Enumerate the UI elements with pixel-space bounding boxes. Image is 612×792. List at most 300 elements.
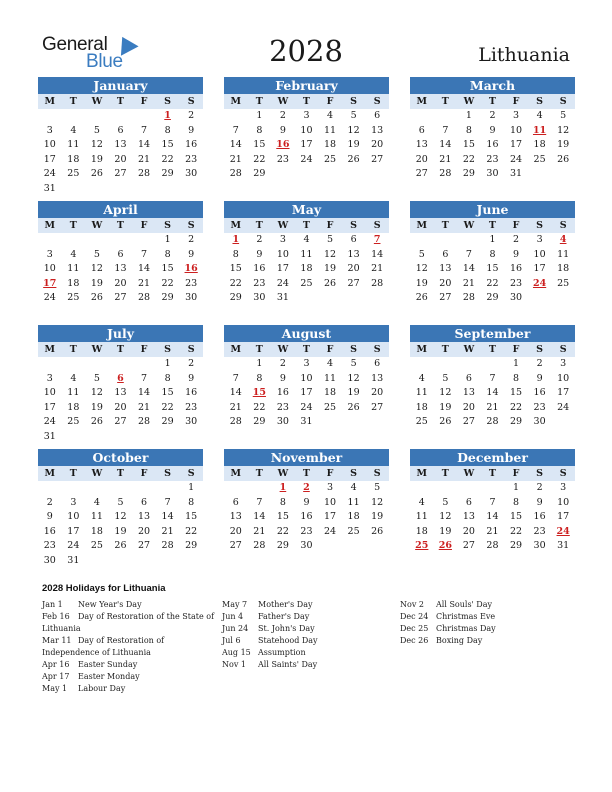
empty-day-cell xyxy=(295,167,319,182)
week-row xyxy=(410,262,575,277)
weekday-label: M xyxy=(230,96,242,107)
day-cell: 17 xyxy=(43,153,56,165)
day-cell: 20 xyxy=(462,401,475,413)
week-row xyxy=(38,539,203,554)
day-cell: 19 xyxy=(439,525,452,537)
empty-day-cell xyxy=(342,291,366,306)
weekday-label: S xyxy=(559,220,567,231)
weekday-label: W xyxy=(463,468,475,479)
empty-day-cell xyxy=(365,539,389,554)
day-cell: 3 xyxy=(46,248,53,260)
day-cell: 27 xyxy=(347,277,360,289)
day-cell: 13 xyxy=(347,248,360,260)
month-header: October xyxy=(38,449,203,466)
day-cell: 15 xyxy=(509,387,523,399)
day-cell: 8 xyxy=(164,372,171,384)
day-cell: 19 xyxy=(557,139,570,151)
empty-day-cell xyxy=(434,233,458,248)
weekday-label: S xyxy=(559,96,567,107)
empty-day-cell xyxy=(85,109,109,124)
day-cell: 24 xyxy=(276,277,289,289)
day-cell: 3 xyxy=(560,482,567,493)
weekday-header-row xyxy=(38,466,203,481)
day-cell: 12 xyxy=(90,387,103,399)
day-cell: 20 xyxy=(439,277,452,289)
day-cell: 12 xyxy=(439,387,452,399)
weekday-label: T xyxy=(441,220,449,231)
day-cell: 15 xyxy=(161,263,174,275)
day-cell: 30 xyxy=(185,416,198,428)
holiday-item xyxy=(222,599,392,611)
day-cell: 22 xyxy=(161,401,174,413)
day-cell: 29 xyxy=(486,292,499,304)
empty-day-cell xyxy=(62,233,86,248)
day-cell: 29 xyxy=(161,292,174,304)
week-row xyxy=(38,496,203,511)
day-cell: 22 xyxy=(253,153,266,165)
empty-day-cell xyxy=(295,291,319,306)
day-cell: 17 xyxy=(43,401,56,413)
day-cell: 22 xyxy=(253,401,266,413)
holiday-date: Feb 16 xyxy=(42,612,70,621)
empty-day-cell xyxy=(109,430,133,445)
day-cell: 7 xyxy=(232,124,239,136)
day-cell: 5 xyxy=(442,496,449,508)
holidays-title: 2028 Holidays for Lithuania xyxy=(42,583,166,594)
weekday-label: T xyxy=(69,220,77,231)
empty-day-cell xyxy=(410,233,434,248)
holiday-column xyxy=(222,599,392,671)
holiday-date: Jun 24 xyxy=(222,624,249,633)
empty-day-cell xyxy=(224,481,248,496)
empty-day-cell xyxy=(156,430,180,445)
day-cell: 11 xyxy=(323,372,337,384)
week-row xyxy=(410,233,575,248)
day-cell: 19 xyxy=(439,401,452,413)
holiday-name: Labour Day xyxy=(78,684,126,693)
empty-day-cell xyxy=(156,554,180,569)
day-cell: 3 xyxy=(70,496,77,508)
day-cell: 3 xyxy=(46,372,53,384)
day-cell: 24 xyxy=(557,401,570,413)
day-cell: 21 xyxy=(371,263,384,275)
month-march xyxy=(410,77,575,182)
holiday-item xyxy=(222,623,392,635)
holiday-name: Easter Monday xyxy=(78,672,140,681)
week-row xyxy=(410,386,575,401)
day-cell: 9 xyxy=(256,248,263,260)
day-cell: 20 xyxy=(371,387,384,399)
empty-day-cell xyxy=(318,167,342,182)
day-cell: 15 xyxy=(509,511,523,523)
day-cell: 28 xyxy=(137,292,151,304)
day-cell: 4 xyxy=(327,110,334,121)
day-cell: 23 xyxy=(276,401,289,413)
day-cell: 17 xyxy=(67,525,80,537)
weekday-label: M xyxy=(230,344,242,355)
day-cell: 8 xyxy=(489,248,496,260)
week-row xyxy=(410,153,575,168)
holiday-day-cell: 24 xyxy=(532,277,547,289)
day-cell: 5 xyxy=(374,482,381,493)
day-cell: 18 xyxy=(323,139,337,151)
day-cell: 16 xyxy=(185,387,198,399)
day-cell: 26 xyxy=(323,277,337,289)
day-cell: 22 xyxy=(509,401,523,413)
empty-day-cell xyxy=(62,430,86,445)
month-october xyxy=(38,449,203,569)
day-cell: 31 xyxy=(43,430,56,442)
day-cell: 27 xyxy=(114,292,127,304)
day-cell: 26 xyxy=(114,540,127,552)
day-cell: 16 xyxy=(185,139,198,151)
empty-day-cell xyxy=(85,233,109,248)
empty-day-cell xyxy=(179,182,203,197)
day-cell: 10 xyxy=(67,511,80,523)
holiday-column xyxy=(42,599,217,695)
day-cell: 19 xyxy=(90,153,103,165)
day-cell: 1 xyxy=(465,110,472,121)
holiday-date: May 1 xyxy=(42,684,68,693)
day-cell: 8 xyxy=(279,496,286,508)
day-cell: 15 xyxy=(161,387,174,399)
weekday-label: T xyxy=(488,344,496,355)
day-cell: 13 xyxy=(137,511,151,523)
day-cell: 2 xyxy=(188,358,195,369)
week-row xyxy=(410,109,575,124)
month-january xyxy=(38,77,203,197)
empty-day-cell xyxy=(132,233,156,248)
weekday-label: F xyxy=(140,344,148,355)
day-cell: 4 xyxy=(327,358,334,369)
day-cell: 24 xyxy=(43,416,56,428)
holiday-item xyxy=(42,659,217,671)
day-cell: 11 xyxy=(67,263,80,275)
holiday-date: Nov 1 xyxy=(222,660,246,669)
weekday-label: W xyxy=(91,468,103,479)
day-cell: 7 xyxy=(141,248,148,260)
day-cell: 10 xyxy=(557,496,570,508)
day-cell: 15 xyxy=(462,139,475,151)
weekday-label: M xyxy=(416,220,428,231)
week-row xyxy=(224,357,389,372)
day-cell: 11 xyxy=(415,511,428,523)
day-cell: 16 xyxy=(533,387,546,399)
day-cell: 22 xyxy=(276,525,289,537)
holiday-day-cell: 7 xyxy=(373,234,381,245)
empty-day-cell xyxy=(457,357,481,372)
day-cell: 22 xyxy=(229,277,242,289)
day-cell: 24 xyxy=(323,525,337,537)
empty-day-cell xyxy=(179,554,203,569)
empty-day-cell xyxy=(410,357,434,372)
day-cell: 12 xyxy=(90,139,103,151)
week-row xyxy=(224,233,389,248)
weekday-label: W xyxy=(277,96,289,107)
empty-day-cell xyxy=(365,291,389,306)
weekday-label: F xyxy=(140,96,148,107)
weekday-header-row xyxy=(224,342,389,357)
holiday-day-cell: 1 xyxy=(232,234,240,245)
day-cell: 22 xyxy=(486,277,499,289)
day-cell: 6 xyxy=(141,496,148,508)
holiday-day-cell: 1 xyxy=(279,482,287,493)
day-cell: 12 xyxy=(114,511,127,523)
day-cell: 6 xyxy=(117,124,124,136)
day-cell: 13 xyxy=(439,263,452,275)
day-cell: 30 xyxy=(253,292,266,304)
day-cell: 3 xyxy=(560,358,567,369)
day-cell: 2 xyxy=(46,496,53,508)
weekday-label: M xyxy=(44,468,56,479)
day-cell: 12 xyxy=(415,263,428,275)
weekday-label: T xyxy=(302,220,310,231)
empty-day-cell xyxy=(62,109,86,124)
day-cell: 10 xyxy=(509,124,523,136)
day-cell: 17 xyxy=(300,387,313,399)
weekday-label: S xyxy=(373,220,381,231)
holiday-date: Aug 15 xyxy=(222,648,251,657)
day-cell: 2 xyxy=(489,110,496,121)
empty-day-cell xyxy=(271,167,295,182)
country-name: Lithuania xyxy=(478,44,570,66)
week-row xyxy=(38,372,203,387)
weekday-label: T xyxy=(116,468,124,479)
day-cell: 6 xyxy=(374,110,381,121)
day-cell: 7 xyxy=(164,496,171,508)
empty-day-cell xyxy=(551,291,575,306)
weekday-label: S xyxy=(536,344,544,355)
day-cell: 1 xyxy=(256,358,263,369)
week-row xyxy=(38,277,203,292)
day-cell: 1 xyxy=(164,234,171,245)
weekday-header-row xyxy=(224,466,389,481)
weekday-label: W xyxy=(91,344,103,355)
holiday-item xyxy=(222,659,392,671)
day-cell: 28 xyxy=(486,540,499,552)
weekday-label: S xyxy=(164,344,172,355)
weekday-label: S xyxy=(187,220,195,231)
weekday-label: T xyxy=(441,344,449,355)
weekday-label: W xyxy=(463,96,475,107)
day-cell: 25 xyxy=(557,277,570,289)
day-cell: 8 xyxy=(513,372,520,384)
day-cell: 4 xyxy=(418,372,425,384)
day-cell: 12 xyxy=(371,496,384,508)
day-cell: 11 xyxy=(300,248,313,260)
day-cell: 30 xyxy=(43,554,56,566)
weekday-label: F xyxy=(512,468,520,479)
empty-day-cell xyxy=(109,481,133,496)
day-cell: 10 xyxy=(43,263,56,275)
empty-day-cell xyxy=(156,182,180,197)
weekday-label: S xyxy=(373,468,381,479)
day-cell: 19 xyxy=(415,277,428,289)
day-cell: 4 xyxy=(536,110,543,121)
empty-day-cell xyxy=(38,481,62,496)
day-cell: 18 xyxy=(557,263,570,275)
empty-day-cell xyxy=(132,481,156,496)
week-row xyxy=(38,510,203,525)
week-row xyxy=(224,291,389,306)
weekday-label: T xyxy=(255,468,263,479)
day-cell: 16 xyxy=(533,511,546,523)
empty-day-cell xyxy=(551,415,575,430)
holiday-day-cell: 24 xyxy=(556,525,570,537)
day-cell: 13 xyxy=(114,387,127,399)
day-cell: 24 xyxy=(300,153,313,165)
day-cell: 21 xyxy=(137,153,151,165)
weekday-label: W xyxy=(91,96,103,107)
day-cell: 10 xyxy=(300,372,313,384)
holiday-name: New Year's Day xyxy=(78,600,142,609)
day-cell: 3 xyxy=(513,110,520,121)
day-cell: 6 xyxy=(465,496,472,508)
day-cell: 3 xyxy=(46,124,53,136)
day-cell: 12 xyxy=(90,263,103,275)
empty-day-cell xyxy=(410,109,434,124)
day-cell: 11 xyxy=(415,387,428,399)
holiday-day-cell: 25 xyxy=(415,540,429,552)
day-cell: 27 xyxy=(439,292,452,304)
week-row xyxy=(224,496,389,511)
day-cell: 25 xyxy=(415,416,428,428)
day-cell: 14 xyxy=(371,248,384,260)
day-cell: 12 xyxy=(347,372,360,384)
day-cell: 25 xyxy=(67,292,80,304)
weekday-label: T xyxy=(441,468,449,479)
day-cell: 16 xyxy=(300,511,313,523)
day-cell: 27 xyxy=(229,540,242,552)
day-cell: 27 xyxy=(462,540,475,552)
day-cell: 11 xyxy=(557,248,570,260)
empty-day-cell xyxy=(481,481,505,496)
day-cell: 14 xyxy=(439,139,452,151)
day-cell: 15 xyxy=(229,263,242,275)
weekday-label: T xyxy=(69,96,77,107)
day-cell: 16 xyxy=(486,139,499,151)
holiday-day-cell: 4 xyxy=(559,234,567,245)
day-cell: 5 xyxy=(350,358,357,369)
day-cell: 30 xyxy=(300,540,313,552)
holiday-date: Dec 24 xyxy=(400,612,429,621)
day-cell: 28 xyxy=(137,168,151,180)
weekday-header-row xyxy=(224,94,389,109)
day-cell: 11 xyxy=(323,124,337,136)
month-header: May xyxy=(224,201,389,218)
day-cell: 10 xyxy=(43,387,56,399)
day-cell: 5 xyxy=(327,234,334,245)
month-august xyxy=(224,325,389,430)
day-cell: 11 xyxy=(67,139,80,151)
day-cell: 25 xyxy=(323,153,337,165)
empty-day-cell xyxy=(109,357,133,372)
weekday-label: W xyxy=(463,344,475,355)
month-header: December xyxy=(410,449,575,466)
day-cell: 9 xyxy=(536,372,543,384)
day-cell: 14 xyxy=(486,387,499,399)
month-header: November xyxy=(224,449,389,466)
week-row xyxy=(410,357,575,372)
day-cell: 21 xyxy=(229,401,242,413)
month-header: September xyxy=(410,325,575,342)
day-cell: 4 xyxy=(93,496,100,508)
empty-day-cell xyxy=(85,481,109,496)
day-cell: 20 xyxy=(114,153,127,165)
empty-day-cell xyxy=(85,554,109,569)
day-cell: 19 xyxy=(90,277,103,289)
week-row xyxy=(410,481,575,496)
holiday-name: Father's Day xyxy=(258,612,310,621)
day-cell: 18 xyxy=(415,401,428,413)
weekday-label: S xyxy=(350,468,358,479)
empty-day-cell xyxy=(62,481,86,496)
day-cell: 26 xyxy=(90,292,103,304)
day-cell: 23 xyxy=(486,153,499,165)
weekday-header-row xyxy=(410,94,575,109)
day-cell: 13 xyxy=(229,511,242,523)
day-cell: 31 xyxy=(509,168,523,180)
day-cell: 16 xyxy=(43,525,56,537)
holiday-date: Dec 25 xyxy=(400,624,429,633)
day-cell: 14 xyxy=(486,511,499,523)
empty-day-cell xyxy=(528,291,552,306)
week-row xyxy=(410,525,575,540)
weekday-label: W xyxy=(91,220,103,231)
weekday-label: T xyxy=(69,344,77,355)
holiday-item xyxy=(400,635,570,647)
day-cell: 23 xyxy=(276,153,289,165)
day-cell: 2 xyxy=(513,234,520,245)
month-november xyxy=(224,449,389,554)
day-cell: 15 xyxy=(276,511,289,523)
day-cell: 31 xyxy=(43,182,56,194)
day-cell: 15 xyxy=(185,511,198,523)
month-header: February xyxy=(224,77,389,94)
weekday-label: T xyxy=(116,220,124,231)
empty-day-cell xyxy=(248,481,272,496)
holiday-name: All Saints' Day xyxy=(258,660,318,669)
day-cell: 29 xyxy=(229,292,242,304)
holiday-item xyxy=(42,599,217,611)
week-row xyxy=(38,430,203,445)
weekday-header-row xyxy=(224,218,389,233)
day-cell: 30 xyxy=(533,416,546,428)
day-cell: 15 xyxy=(253,139,266,151)
week-row xyxy=(38,291,203,306)
day-cell: 13 xyxy=(462,511,475,523)
day-cell: 7 xyxy=(465,248,472,260)
holiday-date: May 7 xyxy=(222,600,248,609)
weekday-label: S xyxy=(164,468,172,479)
day-cell: 9 xyxy=(303,496,310,508)
empty-day-cell xyxy=(318,291,342,306)
day-cell: 13 xyxy=(462,387,475,399)
day-cell: 21 xyxy=(137,401,151,413)
day-cell: 21 xyxy=(253,525,266,537)
weekday-header-row xyxy=(410,218,575,233)
day-cell: 30 xyxy=(486,168,499,180)
weekday-label: F xyxy=(512,220,520,231)
empty-day-cell xyxy=(156,481,180,496)
day-cell: 8 xyxy=(164,124,171,136)
week-row xyxy=(38,182,203,197)
day-cell: 4 xyxy=(70,248,77,260)
weekday-header-row xyxy=(38,342,203,357)
day-cell: 27 xyxy=(114,168,127,180)
day-cell: 29 xyxy=(276,540,289,552)
week-row xyxy=(224,138,389,153)
